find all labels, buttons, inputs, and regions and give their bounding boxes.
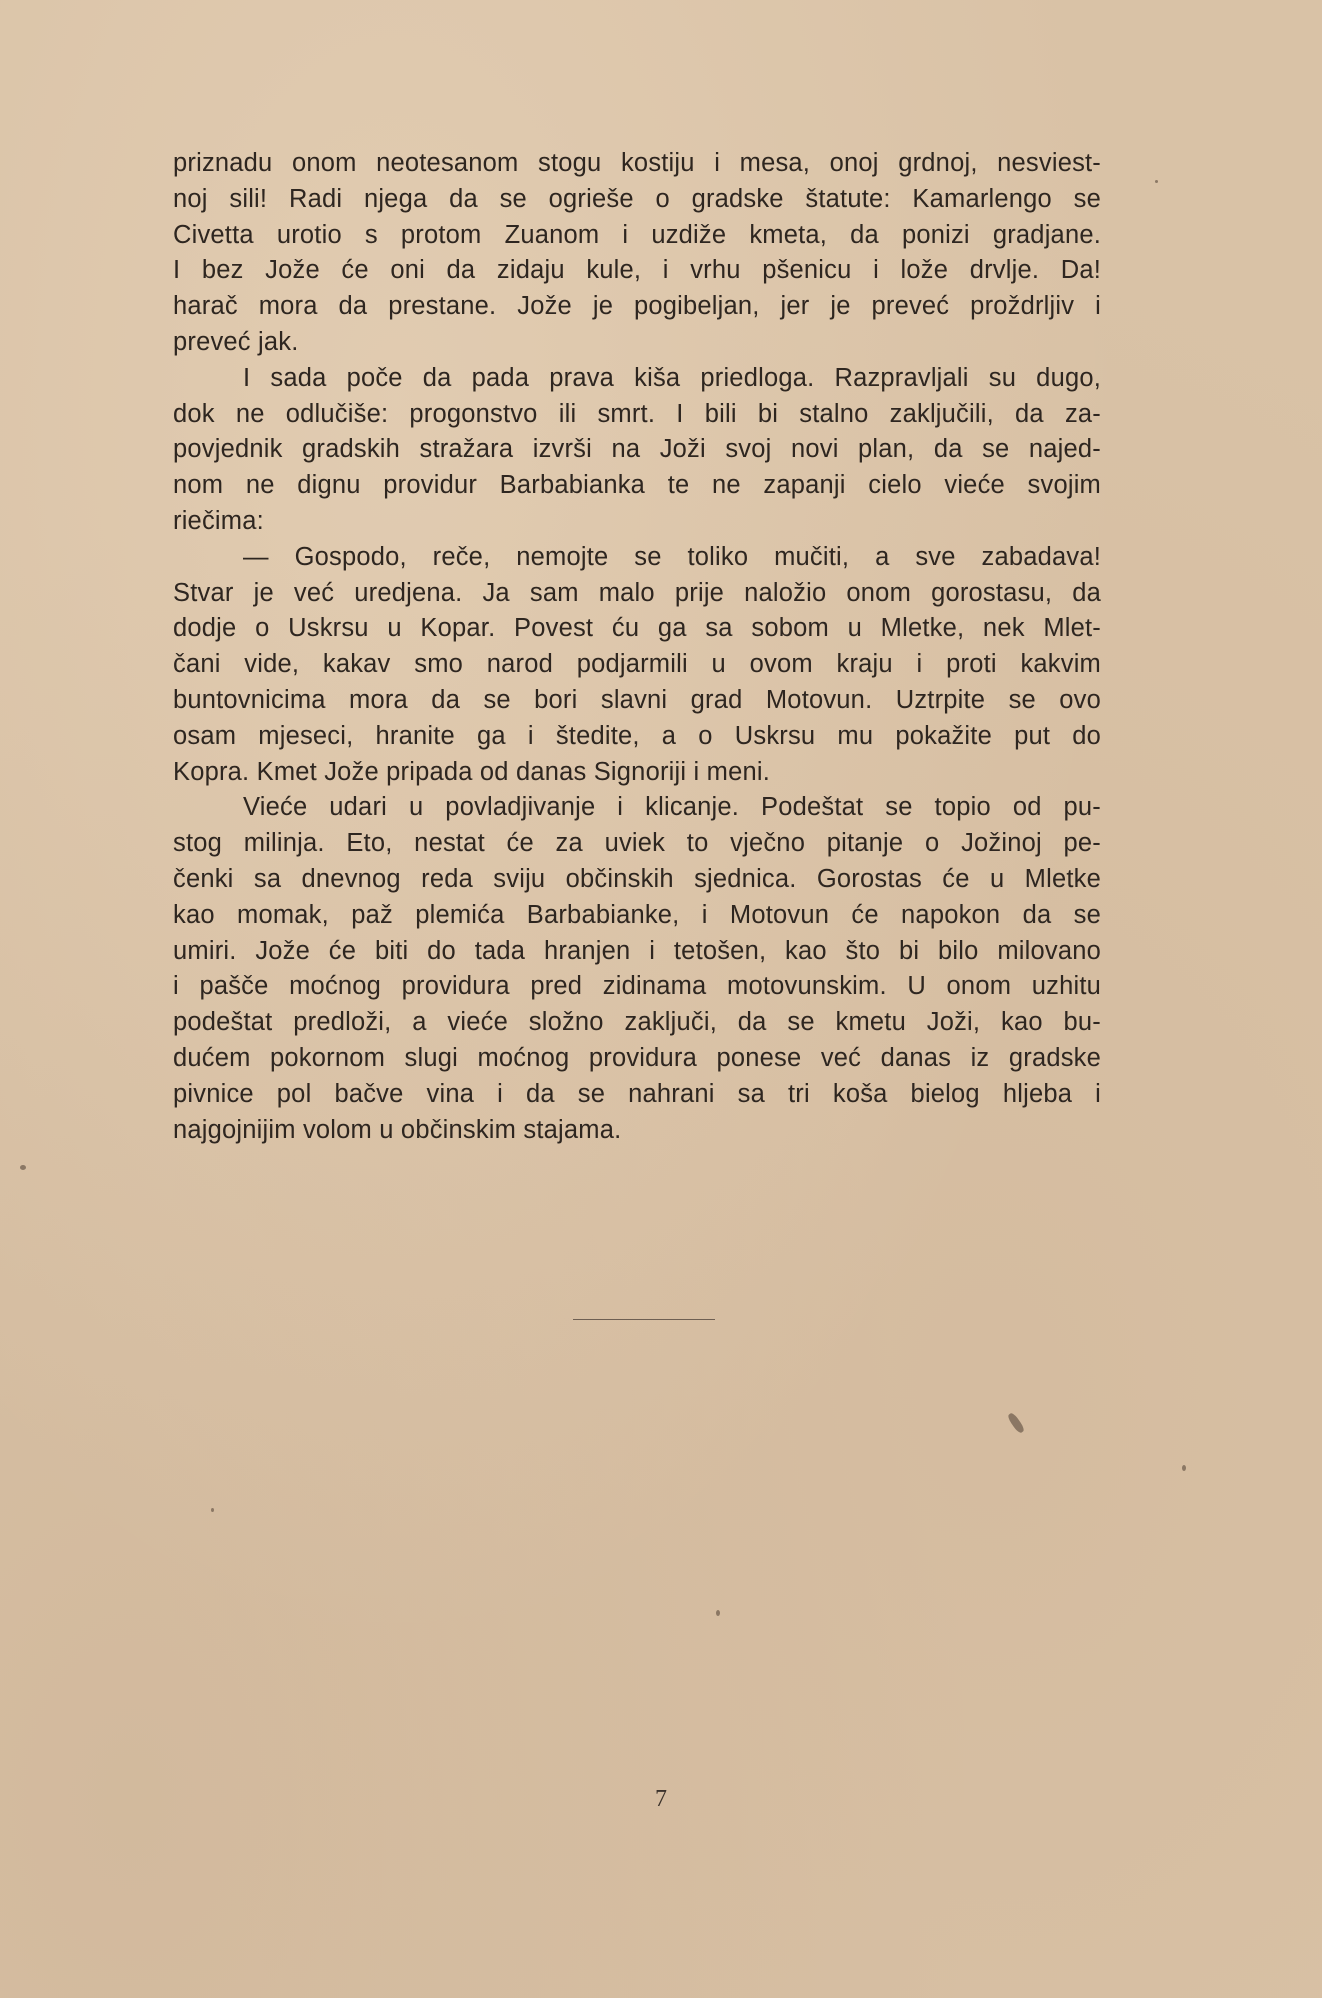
text-line: dućem pokornom slugi moćnog providura ponese već danas iz gradske xyxy=(173,1043,1101,1072)
text-line: nom ne dignu providur Barbabianka te ne zapanji cielo vieće svojim xyxy=(173,471,1101,500)
text-line: priznadu onom neotesanom stogu kostiju i mesa, onoj grdnoj, nesviest- xyxy=(173,149,1101,177)
text-line: stog milinja. Eto, nestat će za uviek to vječno pitanje o Jožinoj pe- xyxy=(173,829,1101,858)
text-line: kao momak, paž plemića Barbabianke, i Motovun će napokon da se xyxy=(173,900,1101,929)
body-text xyxy=(173,146,1101,1148)
text-line: osam mjeseci, hranite ga i štedite, a o Uskrsu mu pokažite put do xyxy=(173,721,1101,750)
text-line: harač mora da prestane. Jože je pogibeljan, jer je preveć proždrljiv i xyxy=(173,292,1101,321)
text-line: riečima: xyxy=(173,506,264,535)
text-line: preveć jak. xyxy=(173,327,299,356)
text-line: umiri. Jože će biti do tada hranjen i tetošen, kao što bi bilo milovano xyxy=(173,936,1101,965)
page-number: 7 xyxy=(655,1786,667,1812)
text-line: — Gospodo, reče, nemojte se toliko mučiti, a sve zabadava! xyxy=(243,542,1101,571)
text-line: noj sili! Radi njega da se ogrieše o gradske štatute: Kamarlengo se xyxy=(173,184,1101,213)
text-line: čani vide, kakav smo narod podjarmili u ovom kraju i proti kakvim xyxy=(173,650,1101,679)
paper-speck xyxy=(1155,180,1158,183)
text-line: Kopra. Kmet Jože pripada od danas Signoriji i meni. xyxy=(173,757,771,786)
paper-speck xyxy=(716,1610,720,1616)
text-line: I sada poče da pada prava kiša priedloga. Razpravljali su dugo, xyxy=(243,363,1101,392)
paper-speck xyxy=(1182,1465,1186,1471)
text-line: dodje o Uskrsu u Kopar. Povest ću ga sa sobom u Mletke, nek Mlet- xyxy=(173,614,1101,643)
paper-speck xyxy=(211,1508,214,1512)
text-line: podeštat predloži, a vieće složno zaključi, da se kmetu Joži, kao bu- xyxy=(173,1008,1101,1037)
text-line: Civetta urotio s protom Zuanom i uzdiže kmeta, da ponizi gradjane. xyxy=(173,220,1101,249)
section-divider xyxy=(573,1319,715,1320)
text-line: dok ne odlučiše: progonstvo ili smrt. I bili bi stalno zaključili, da za- xyxy=(173,399,1101,428)
paper-speck xyxy=(20,1165,26,1170)
text-line: najgojnijim volom u občinskim stajama. xyxy=(173,1115,622,1144)
text-line: i pašče moćnog providura pred zidinama motovunskim. U onom uzhitu xyxy=(173,972,1101,1001)
text-line: povjednik gradskih stražara izvrši na Joži svoj novi plan, da se najed- xyxy=(173,435,1101,464)
text-line: buntovnicima mora da se bori slavni grad Motovun. Uztrpite se ovo xyxy=(173,685,1101,714)
text-line: Stvar je već uredjena. Ja sam malo prije naložio onom gorostasu, da xyxy=(173,578,1101,607)
paper-speck xyxy=(1006,1412,1025,1435)
text-line: pivnice pol bačve vina i da se nahrani sa tri koša bielog hljeba i xyxy=(173,1079,1101,1108)
text-line: I bez Jože će oni da zidaju kule, i vrhu pšenicu i lože drvlje. Da! xyxy=(173,256,1101,285)
text-line: čenki sa dnevnog reda sviju občinskih sjednica. Gorostas će u Mletke xyxy=(173,864,1101,893)
text-line: Vieće udari u povladjivanje i klicanje. Podeštat se topio od pu- xyxy=(243,793,1101,822)
